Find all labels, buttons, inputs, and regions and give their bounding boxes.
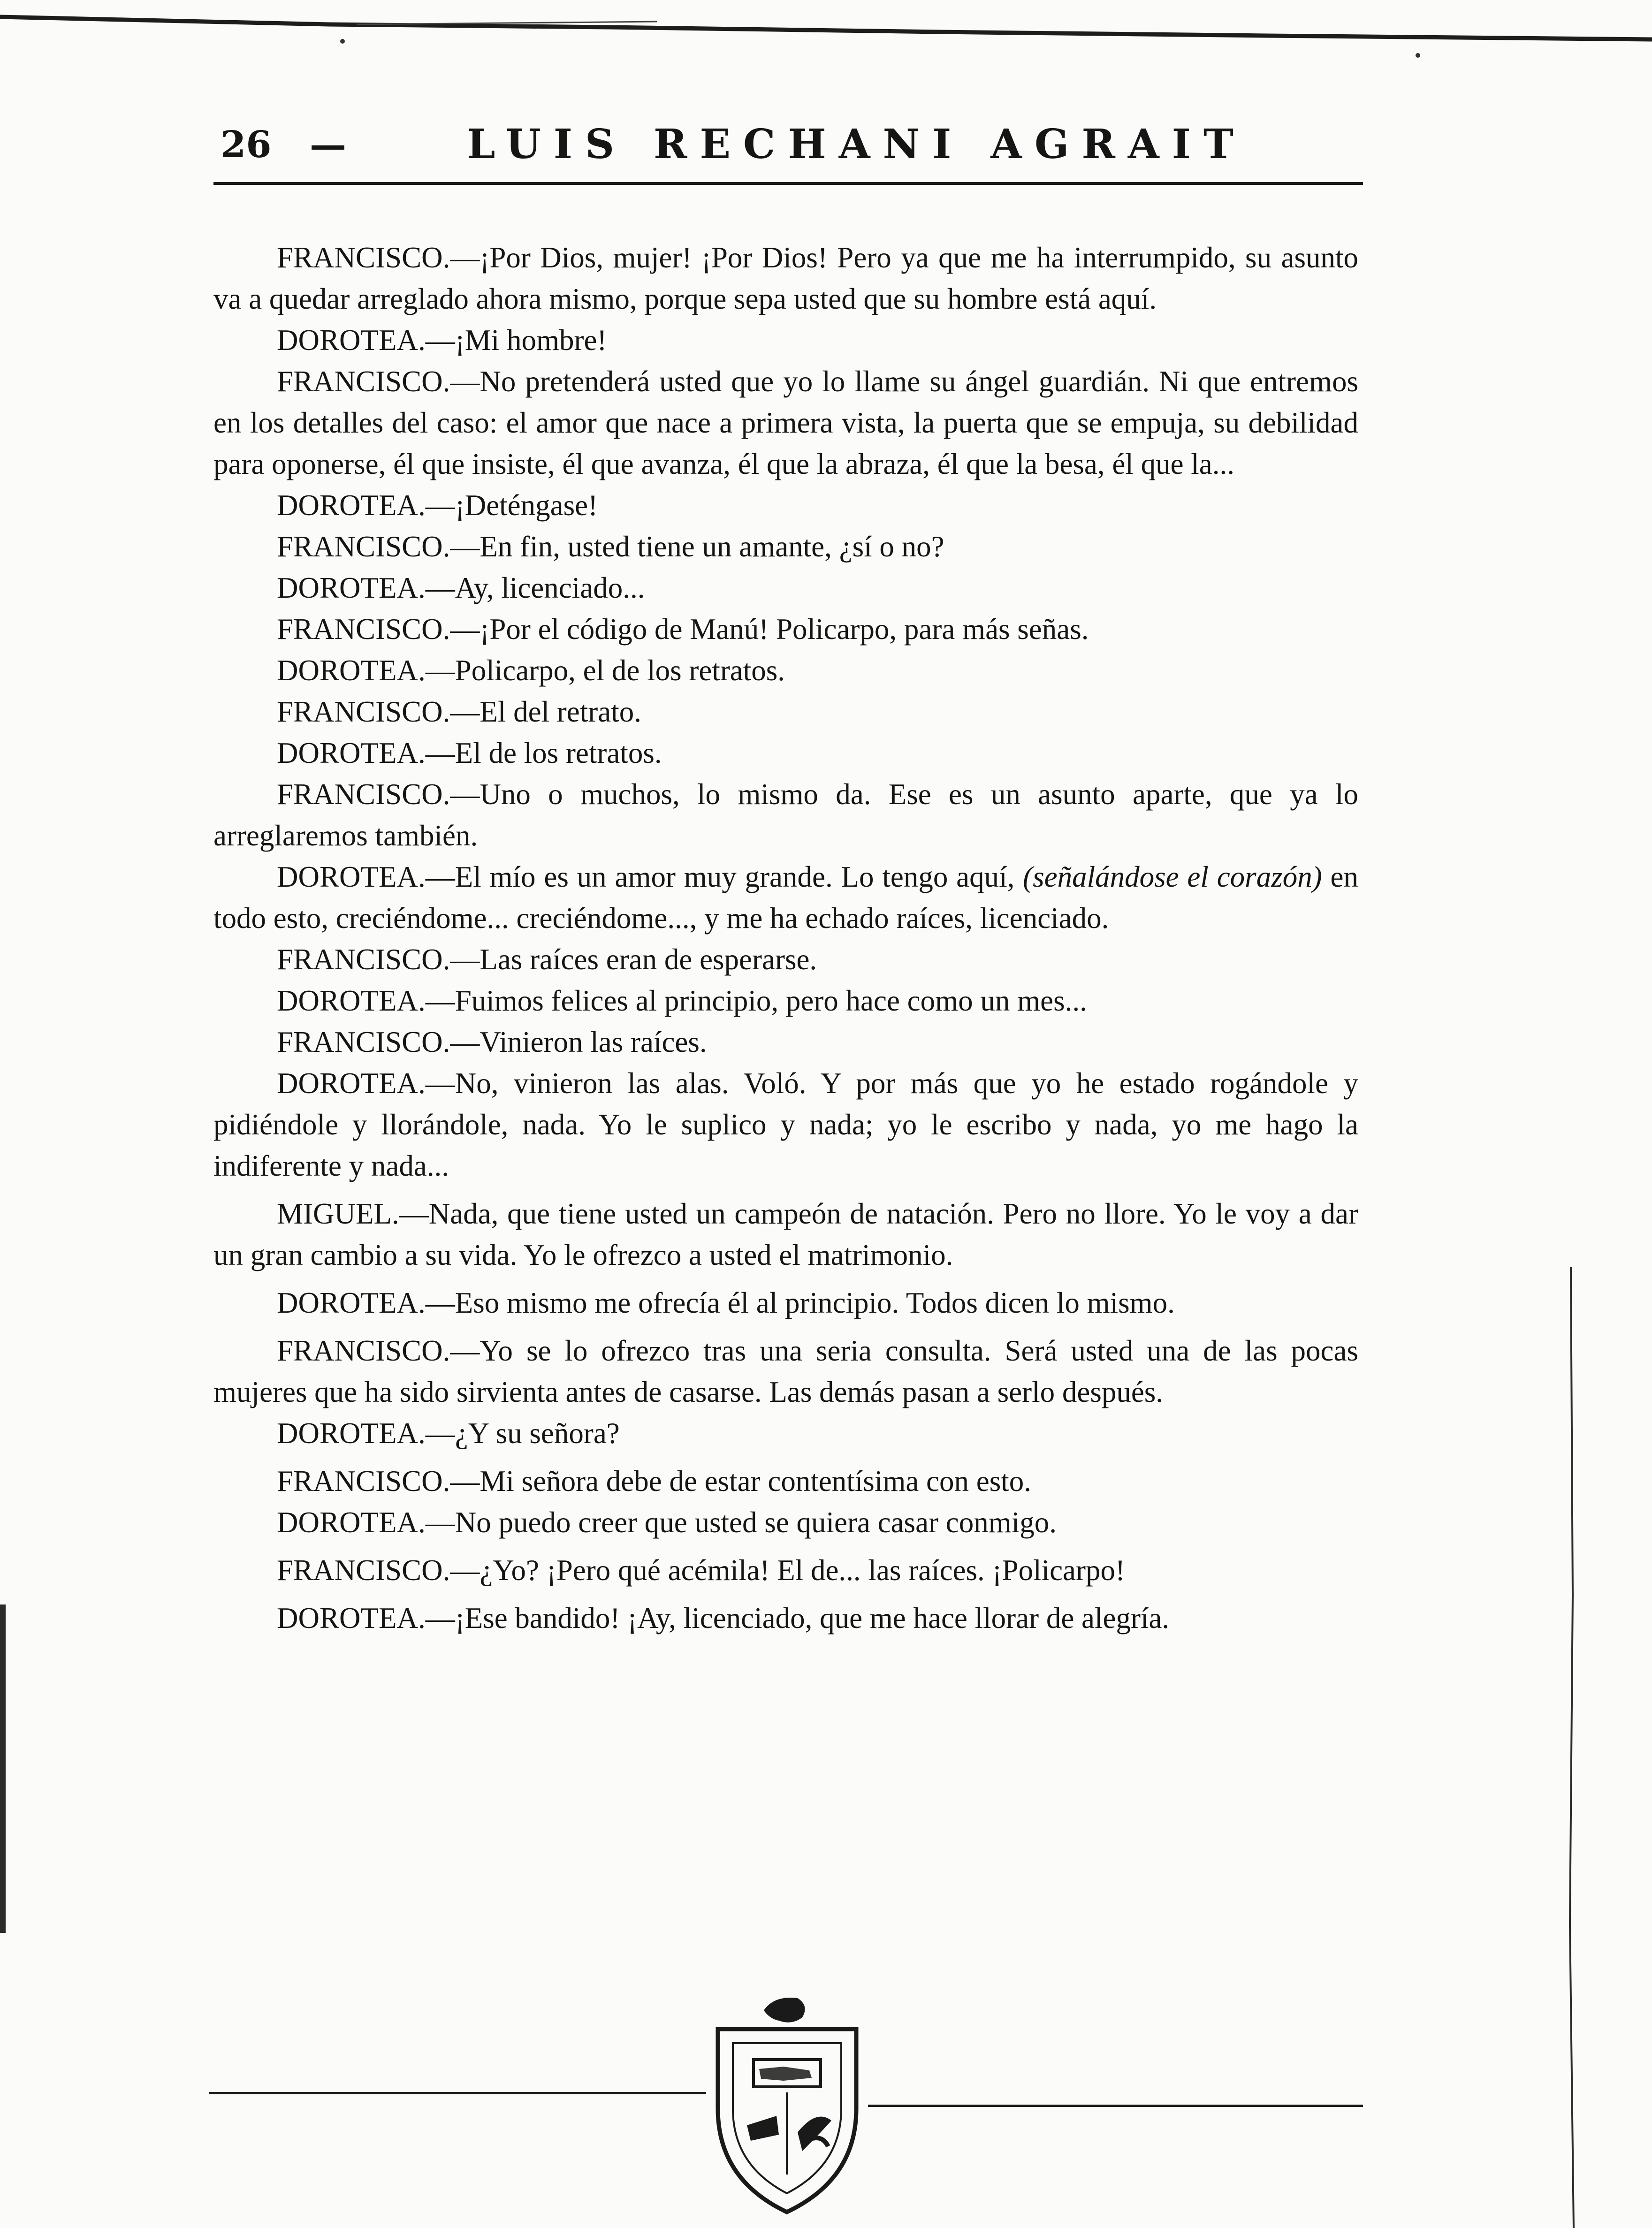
speech-line	[213, 732, 1358, 774]
speech-line	[213, 1502, 1358, 1543]
speaker-name: FRANCISCO.	[277, 1026, 450, 1058]
speech-text: —¿Yo? ¡Pero qué acémila! El de... las raíces. ¡Policarpo!	[450, 1554, 1125, 1587]
speech-line	[213, 1282, 1358, 1323]
page-header	[213, 115, 1361, 171]
speaker-name: FRANCISCO.	[277, 241, 450, 274]
speaker-name: DOROTEA.	[277, 324, 426, 357]
speech-text: —Vinieron las raíces.	[450, 1026, 707, 1058]
speaker-name: DOROTEA.	[277, 984, 426, 1017]
speaker-name: DOROTEA.	[277, 654, 426, 687]
speech-text: —El del retrato.	[450, 695, 641, 728]
speaker-name: FRANCISCO.	[277, 695, 450, 728]
speech-text: —¡Deténgase!	[425, 489, 598, 522]
speech-line	[213, 774, 1358, 856]
speaker-name: FRANCISCO.	[277, 943, 450, 976]
speech-line	[213, 485, 1358, 526]
speech-line	[213, 856, 1358, 939]
speaker-name: FRANCISCO.	[277, 365, 450, 398]
speaker-name: DOROTEA.	[277, 1602, 426, 1635]
speech-text: —Fuimos felices al principio, pero hace como un mes...	[425, 984, 1087, 1017]
speech-text: —¡Por Dios, mujer! ¡Por Dios! Pero ya que me ha interrumpido, su asunto va a quedar arreglado ahora mismo, porque sepa usted que su hombre está aquí.	[213, 241, 1358, 315]
speaker-name: DOROTEA.	[277, 1067, 426, 1100]
speech-text-continued: en todo esto, creciéndome... creciéndome..., y me ha echado raíces, licenciado.	[213, 860, 1358, 935]
speech-text: —¡Ese bandido! ¡Ay, licenciado, que me hace llorar de alegría.	[425, 1602, 1170, 1635]
speech-text: —No, vinieron las alas. Voló. Y por más que yo he estado rogándole y pidiéndole y llorándole, nada. Yo le suplico y nada; yo le escribo y nada, yo me hago la indiferente y nada...	[213, 1067, 1358, 1182]
speech-line	[213, 1193, 1358, 1276]
running-title: LUIS RECHANI AGRAIT	[467, 121, 1246, 168]
speech-text: —Yo se lo ofrezco tras una seria consulta. Será usted una de las pocas mujeres que ha sido sirvienta antes de casarse. Las demás pasan a serlo después.	[213, 1334, 1358, 1408]
speech-line	[213, 691, 1358, 732]
speech-line	[213, 1460, 1358, 1502]
speaker-name: DOROTEA.	[277, 1286, 426, 1319]
speech-text: —¡Mi hombre!	[425, 324, 607, 357]
top-scan-rule	[0, 10, 1652, 67]
speech-line	[213, 650, 1358, 691]
speech-line	[213, 1550, 1358, 1591]
footer-rule-right	[868, 2105, 1363, 2107]
speech-line	[213, 1330, 1358, 1413]
speech-text: —El mío es un amor muy grande. Lo tengo aquí,	[425, 860, 1023, 893]
speaker-name: MIGUEL.	[277, 1197, 399, 1230]
speaker-name: DOROTEA.	[277, 860, 426, 893]
speech-text: —Eso mismo me ofrecía él al principio. Todos dicen lo mismo.	[425, 1286, 1175, 1319]
speaker-name: FRANCISCO.	[277, 778, 450, 811]
speech-text: —Las raíces eran de esperarse.	[450, 943, 817, 976]
speech-line	[213, 526, 1358, 567]
speech-line	[213, 1413, 1358, 1454]
speaker-name: DOROTEA.	[277, 1417, 426, 1450]
speech-line	[213, 1021, 1358, 1063]
speech-text: —Mi señora debe de estar contentísima con esto.	[450, 1465, 1031, 1498]
speaker-name: FRANCISCO.	[277, 1465, 450, 1498]
speaker-name: FRANCISCO.	[277, 613, 450, 646]
footer-rule-left	[209, 2092, 706, 2094]
speech-text: —No pretenderá usted que yo lo llame su ángel guardián. Ni que entremos en los detalles del caso: el amor que nace a primera vista, la puerta que se empuja, su debilidad para oponerse, él que insiste, él que avanza, él que la abraza, él que la besa, él que la...	[213, 365, 1358, 480]
header-dash: —	[310, 123, 346, 166]
speech-line	[213, 567, 1358, 608]
page-number: 26	[221, 123, 272, 166]
left-scan-edge	[0, 1604, 6, 1933]
speech-text: —Nada, que tiene usted un campeón de natación. Pero no llore. Yo le voy a dar un gran cambio a su vida. Yo le ofrezco a usted el matrimonio.	[213, 1197, 1358, 1271]
speaker-name: DOROTEA.	[277, 571, 426, 604]
speech-text: —Policarpo, el de los retratos.	[425, 654, 785, 687]
speech-text: —En fin, usted tiene un amante, ¿sí o no?	[450, 530, 944, 563]
speech-line	[213, 237, 1358, 319]
header-rule	[213, 182, 1363, 185]
stage-direction: (señalándose el corazón)	[1023, 860, 1322, 893]
speech-line	[213, 361, 1358, 485]
speaker-name: DOROTEA.	[277, 737, 426, 769]
speech-text: —¿Y su señora?	[425, 1417, 620, 1450]
dialogue-body	[213, 237, 1358, 1639]
speaker-name: DOROTEA.	[277, 1506, 426, 1539]
speech-line	[213, 319, 1358, 361]
page-edge-line	[1562, 1267, 1581, 2228]
speech-line	[213, 980, 1358, 1021]
speech-text: —¡Por el código de Manú! Policarpo, para más señas.	[450, 613, 1089, 646]
speech-line	[213, 1063, 1358, 1186]
speech-line	[213, 939, 1358, 980]
speaker-name: FRANCISCO.	[277, 1554, 450, 1587]
speech-text: —Ay, licenciado...	[425, 571, 645, 604]
speaker-name: FRANCISCO.	[277, 530, 450, 563]
speech-text: —No puedo creer que usted se quiera casar conmigo.	[425, 1506, 1057, 1539]
speech-text: —El de los retratos.	[425, 737, 662, 769]
speech-line	[213, 1597, 1358, 1639]
speech-text: —Uno o muchos, lo mismo da. Ese es un asunto aparte, que ya lo arreglaremos también.	[213, 778, 1358, 852]
shield-emblem	[708, 1992, 866, 2217]
speaker-name: DOROTEA.	[277, 489, 426, 522]
speech-line	[213, 608, 1358, 650]
speaker-name: FRANCISCO.	[277, 1334, 450, 1367]
